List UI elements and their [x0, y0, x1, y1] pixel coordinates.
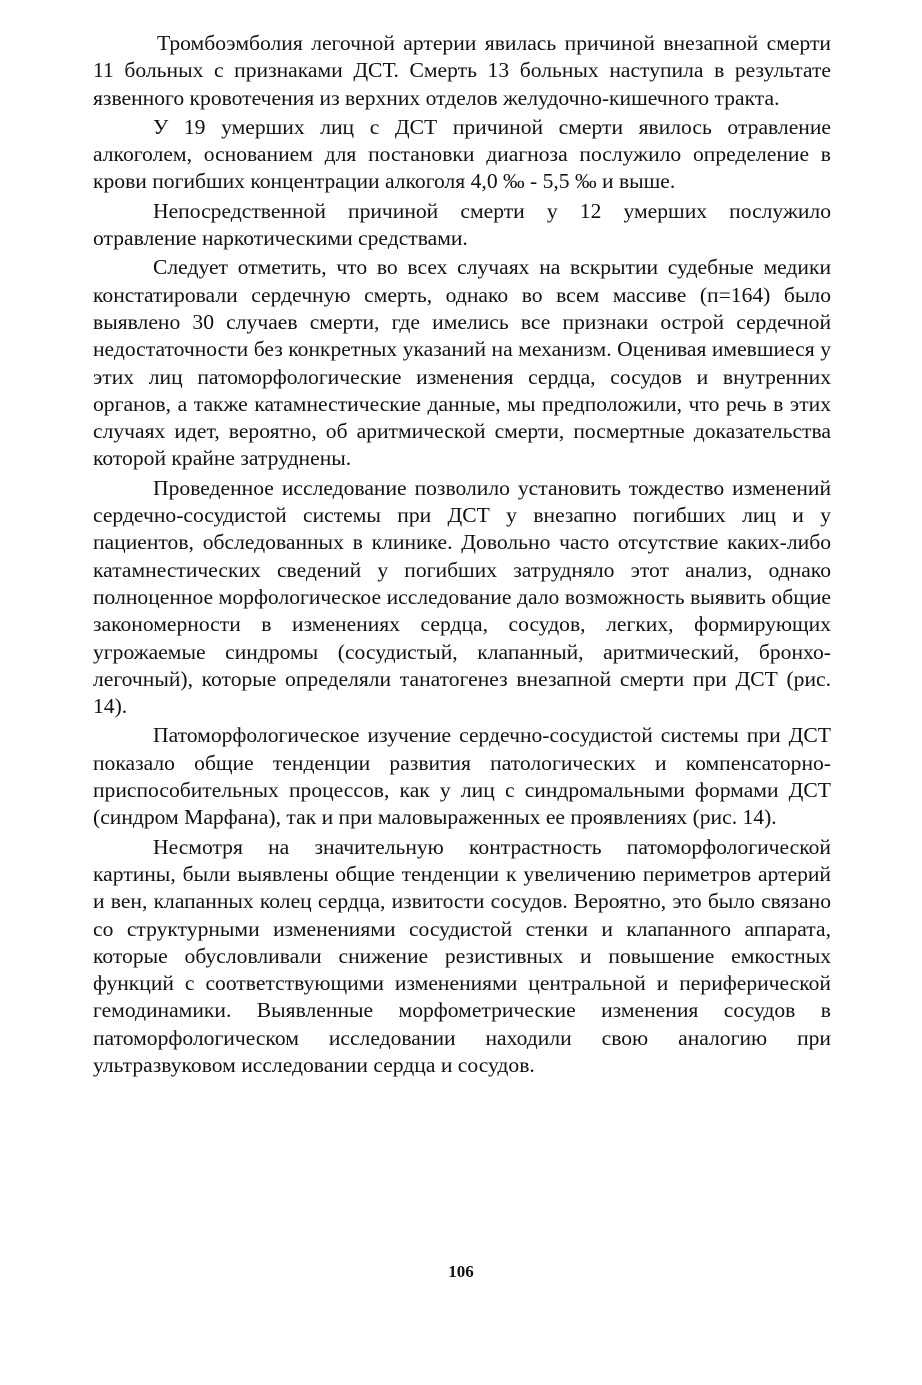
page-number: 106	[448, 1262, 474, 1281]
paragraph-3: Непосредственной причиной смерти у 12 умерших послужило отравление наркотическими средствами.	[93, 198, 831, 251]
paragraph-1: Тромбоэмболия легочной артерии явилась причиной внезапной смерти 11 больных с признаками ДСТ. Смерть 13 больных наступила в результате язвенного кровотечения из верхних отделов желудочно-кишечного тракта.	[93, 31, 831, 110]
paragraph-4: Следует отметить, что во всех случаях на вскрытии судебные медики констатировали сердечную смерть, однако во всем массиве (п=164) было выявлено 30 случаев смерти, где имелись все признаки острой сердечной недостаточности без конкретных указаний на механизм. Оценивая имевшиеся у этих лиц патоморфологические изменения сердца, сосудов и внутренних органов, а также катамнестические данные, мы предположили, что речь в этих случаях идет, вероятно, об аритмической смерти, посмертные доказательства которой крайне затруднены.	[93, 255, 831, 471]
paragraph-2: У 19 умерших лиц с ДСТ причиной смерти явилось отравление алкоголем, основанием для постановки диагноза послужило определение в крови погибших концентрации алкоголя 4,0 ‰ - 5,5 ‰ и выше.	[93, 114, 831, 194]
paragraph-7: Несмотря на значительную контрастность патоморфологической картины, были выявлены общие тенденции к увеличению периметров артерий и вен, клапанных колец сердца, извитости сосудов. Вероятно, это было связано со структурными изменениями сосудистой стенки и клапанного аппарата, которые обусловливали снижение резистивных и повышение емкостных функций с соответствующими изменениями центральной и периферической гемодинамики. Выявленные морфометрические изменения сосудов в патоморфологическом исследовании находили свою аналогию при ультразвуковом исследовании сердца и сосудов.	[93, 834, 831, 1077]
paragraph-6: Патоморфологическое изучение сердечно-сосудистой системы при ДСТ показало общие тенденции развития патологических и компенсаторно-приспособительных процессов, как у лиц с синдромальными формами ДСТ (синдром Марфана), так и при маловыраженных ее проявлениях (рис. 14).	[93, 723, 831, 830]
document-body	[93, 30, 831, 1081]
paragraph-5: Проведенное исследование позволило установить тождество изменений сердечно-сосудистой системы при ДСТ у внезапно погибших лиц и у пациентов, обследованных в клинике. Довольно часто отсутствие каких-либо катамнестических сведений у погибших затрудняло этот анализ, однако полноценное морфологическое исследование дало возможность выявить общие закономерности в изменениях сердца, сосудов, легких, формирующих угрожаемые синдромы (сосудистый, клапанный, аритмический, бронхо-легочный), которые определяли танатогенез внезапной смерти при ДСТ (рис. 14).	[93, 475, 831, 719]
